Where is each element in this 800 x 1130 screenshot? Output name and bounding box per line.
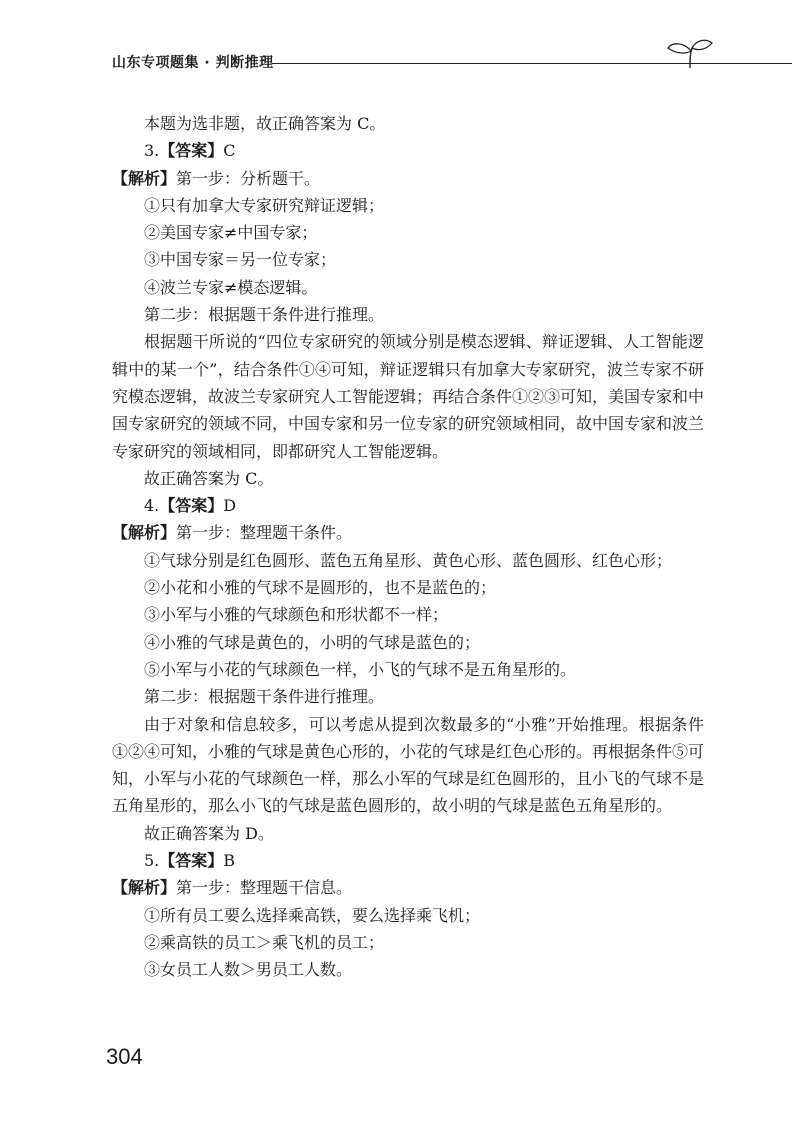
condition-line: ③女员工人数＞男员工人数。 xyxy=(144,960,353,980)
answer-value: D xyxy=(223,496,237,516)
condition-line: ①所有员工要么选择乘高铁，要么选择乘飞机； xyxy=(144,905,481,925)
reasoning-paragraph: 由于对象和信息较多，可以考虑从提到次数最多的“小雅”开始推理。根据条件①②④可知，小雅的气球是黄色心形的，小花的气球是红色心形的。再根据条件⑤可知，小军与小花的气球颜色一样，那么小军的气球是红色圆形的，且小飞的气球不是五角星形的，那么小飞的气球是蓝色圆形的，故小明的气球是蓝色五角星形的。 xyxy=(112,714,705,816)
analysis-line xyxy=(112,874,704,901)
analysis-tag: 【解析】 xyxy=(112,523,177,543)
conclusion-line: 故正确答案为 D。 xyxy=(144,823,274,843)
condition-line: ④波兰专家≠模态逻辑。 xyxy=(144,277,318,297)
answer-explanations xyxy=(112,110,704,984)
answer-line-q4 xyxy=(112,492,704,519)
sprout-icon xyxy=(664,38,716,70)
condition-line: ③中国专家＝另一位专家； xyxy=(144,250,337,270)
answer-tag: 【答案】 xyxy=(159,851,224,871)
condition-line: ①气球分别是红色圆形、蓝色五角星形、黄色心形、蓝色圆形、红色心形； xyxy=(144,550,673,570)
step-line: 第二步：根据题干条件进行推理。 xyxy=(144,305,385,325)
condition-line: ②美国专家≠中国专家； xyxy=(144,223,318,243)
analysis-step: 第一步：整理题干信息。 xyxy=(176,878,353,898)
header-title: 山东专项题集 · 判断推理 xyxy=(112,55,274,71)
question-number: 3. xyxy=(144,141,160,161)
analysis-step: 第一步：分析题干。 xyxy=(176,168,321,188)
step-line: 第二步：根据题干条件进行推理。 xyxy=(144,687,385,707)
question-number: 5. xyxy=(144,851,160,871)
analysis-tag: 【解析】 xyxy=(112,878,177,898)
running-header xyxy=(112,44,732,74)
analysis-tag: 【解析】 xyxy=(112,168,177,188)
text-line: 本题为选非题，故正确答案为 C。 xyxy=(144,114,386,133)
conclusion-line: 故正确答案为 C。 xyxy=(144,468,274,488)
condition-line: ②乘高铁的员工＞乘飞机的员工； xyxy=(144,932,385,952)
reasoning-paragraph: 根据题干所说的“四位专家研究的领域分别是模态逻辑、辩证逻辑、人工智能逻辑中的某一个”，结合条件①④可知，辩证逻辑只有加拿大专家研究，波兰专家不研究模态逻辑，故波兰专家研究人工智能逻辑；再结合条件①②③可知，美国专家和中国专家研究的领域不同，中国专家和另一位专家的研究领域相同，故中国专家和波兰专家研究的领域相同，即都研究人工智能逻辑。 xyxy=(112,332,705,461)
condition-line: ④小雅的气球是黄色的，小明的气球是蓝色的； xyxy=(144,632,481,652)
answer-tag: 【答案】 xyxy=(159,496,224,516)
answer-line-q5 xyxy=(112,847,704,874)
analysis-line xyxy=(112,165,704,192)
condition-line: ①只有加拿大专家研究辩证逻辑； xyxy=(144,195,385,215)
question-number: 4. xyxy=(144,496,160,516)
answer-value: C xyxy=(223,141,236,161)
condition-line: ③小军与小雅的气球颜色和形状都不一样； xyxy=(144,605,449,625)
condition-line: ⑤小军与小花的气球颜色一样，小飞的气球不是五角星形的。 xyxy=(144,659,577,679)
answer-tag: 【答案】 xyxy=(159,141,224,161)
analysis-step: 第一步：整理题干条件。 xyxy=(176,523,353,543)
analysis-line xyxy=(112,519,704,546)
answer-line-q3 xyxy=(112,137,704,164)
condition-line: ②小花和小雅的气球不是圆形的，也不是蓝色的； xyxy=(144,578,497,598)
answer-value: B xyxy=(223,851,236,871)
page-number: 304 xyxy=(106,1044,143,1069)
